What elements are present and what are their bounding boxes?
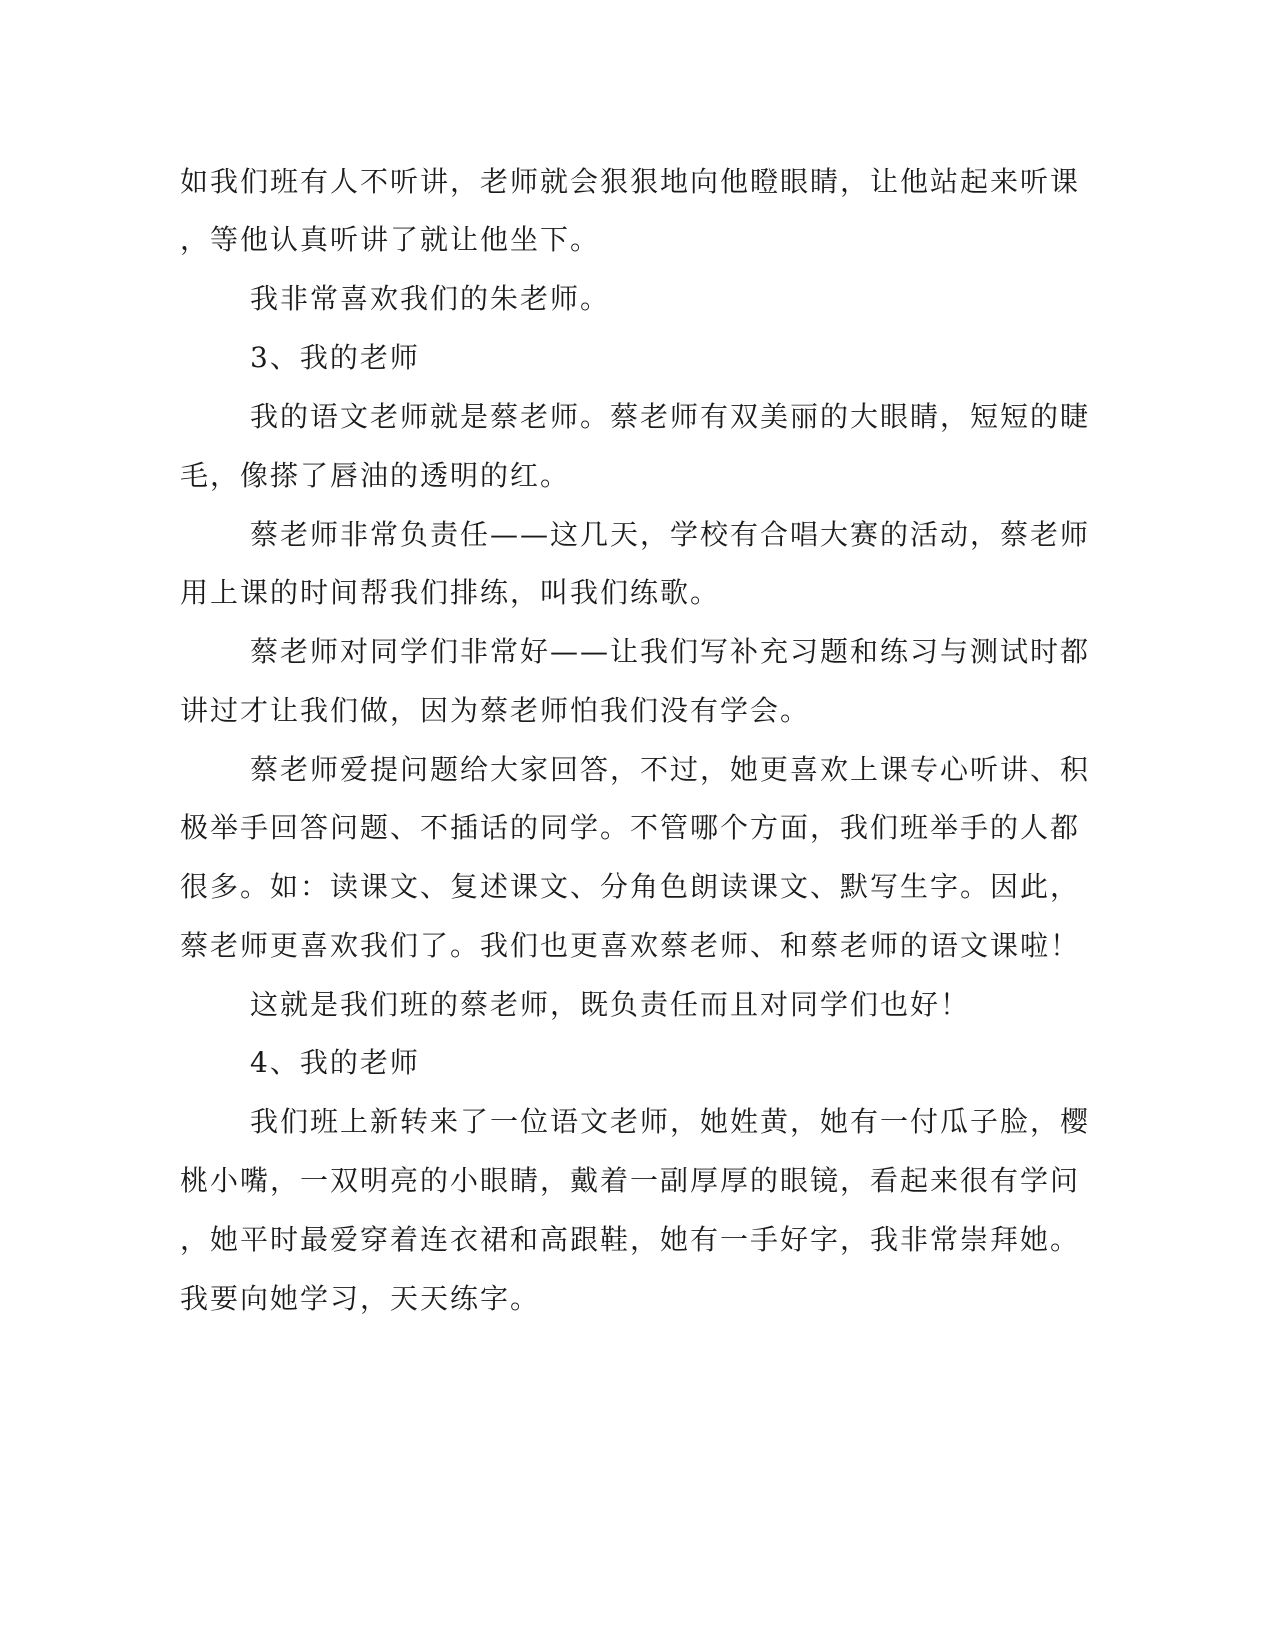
text-line: 蔡老师更喜欢我们了。我们也更喜欢蔡老师、和蔡老师的语文课啦！ [180, 929, 1081, 962]
text-line: 讲过才让我们做，因为蔡老师怕我们没有学会。 [180, 694, 811, 727]
text-line: 我非常喜欢我们的朱老师。 [250, 282, 611, 315]
text-line: 我要向她学习，天天练字。 [180, 1282, 541, 1315]
text-line: 蔡老师对同学们非常好——让我们写补充习题和练习与测试时都 [250, 635, 1091, 668]
text-line: ，她平时最爱穿着连衣裙和高跟鞋，她有一手好字，我非常崇拜她。 [180, 1223, 1081, 1256]
text-line: 我的语文老师就是蔡老师。蔡老师有双美丽的大眼睛，短短的睫 [250, 400, 1091, 433]
text-line: ，等他认真听讲了就让他坐下。 [180, 223, 601, 256]
text-line: 这就是我们班的蔡老师，既负责任而且对同学们也好！ [250, 988, 971, 1021]
text-line: 毛，像搽了唇油的透明的红。 [180, 459, 571, 492]
text-line: 极举手回答问题、不插话的同学。不管哪个方面，我们班举手的人都 [180, 811, 1081, 844]
text-line: 用上课的时间帮我们排练，叫我们练歌。 [180, 576, 721, 609]
text-line: 桃小嘴，一双明亮的小眼睛，戴着一副厚厚的眼镜，看起来很有学问 [180, 1164, 1081, 1197]
text-line: 蔡老师爱提问题给大家回答，不过，她更喜欢上课专心听讲、积 [250, 753, 1091, 786]
text-line: 蔡老师非常负责任——这几天，学校有合唱大赛的活动，蔡老师 [250, 518, 1091, 551]
section-heading: 3、我的老师 [250, 341, 420, 374]
text-line: 我们班上新转来了一位语文老师，她姓黄，她有一付瓜子脸，樱 [250, 1105, 1091, 1138]
text-line: 很多。如：读课文、复述课文、分角色朗读课文、默写生字。因此， [180, 870, 1081, 903]
text-line: 如我们班有人不听讲，老师就会狠狠地向他瞪眼睛，让他站起来听课 [180, 165, 1081, 198]
section-heading: 4、我的老师 [250, 1046, 420, 1079]
